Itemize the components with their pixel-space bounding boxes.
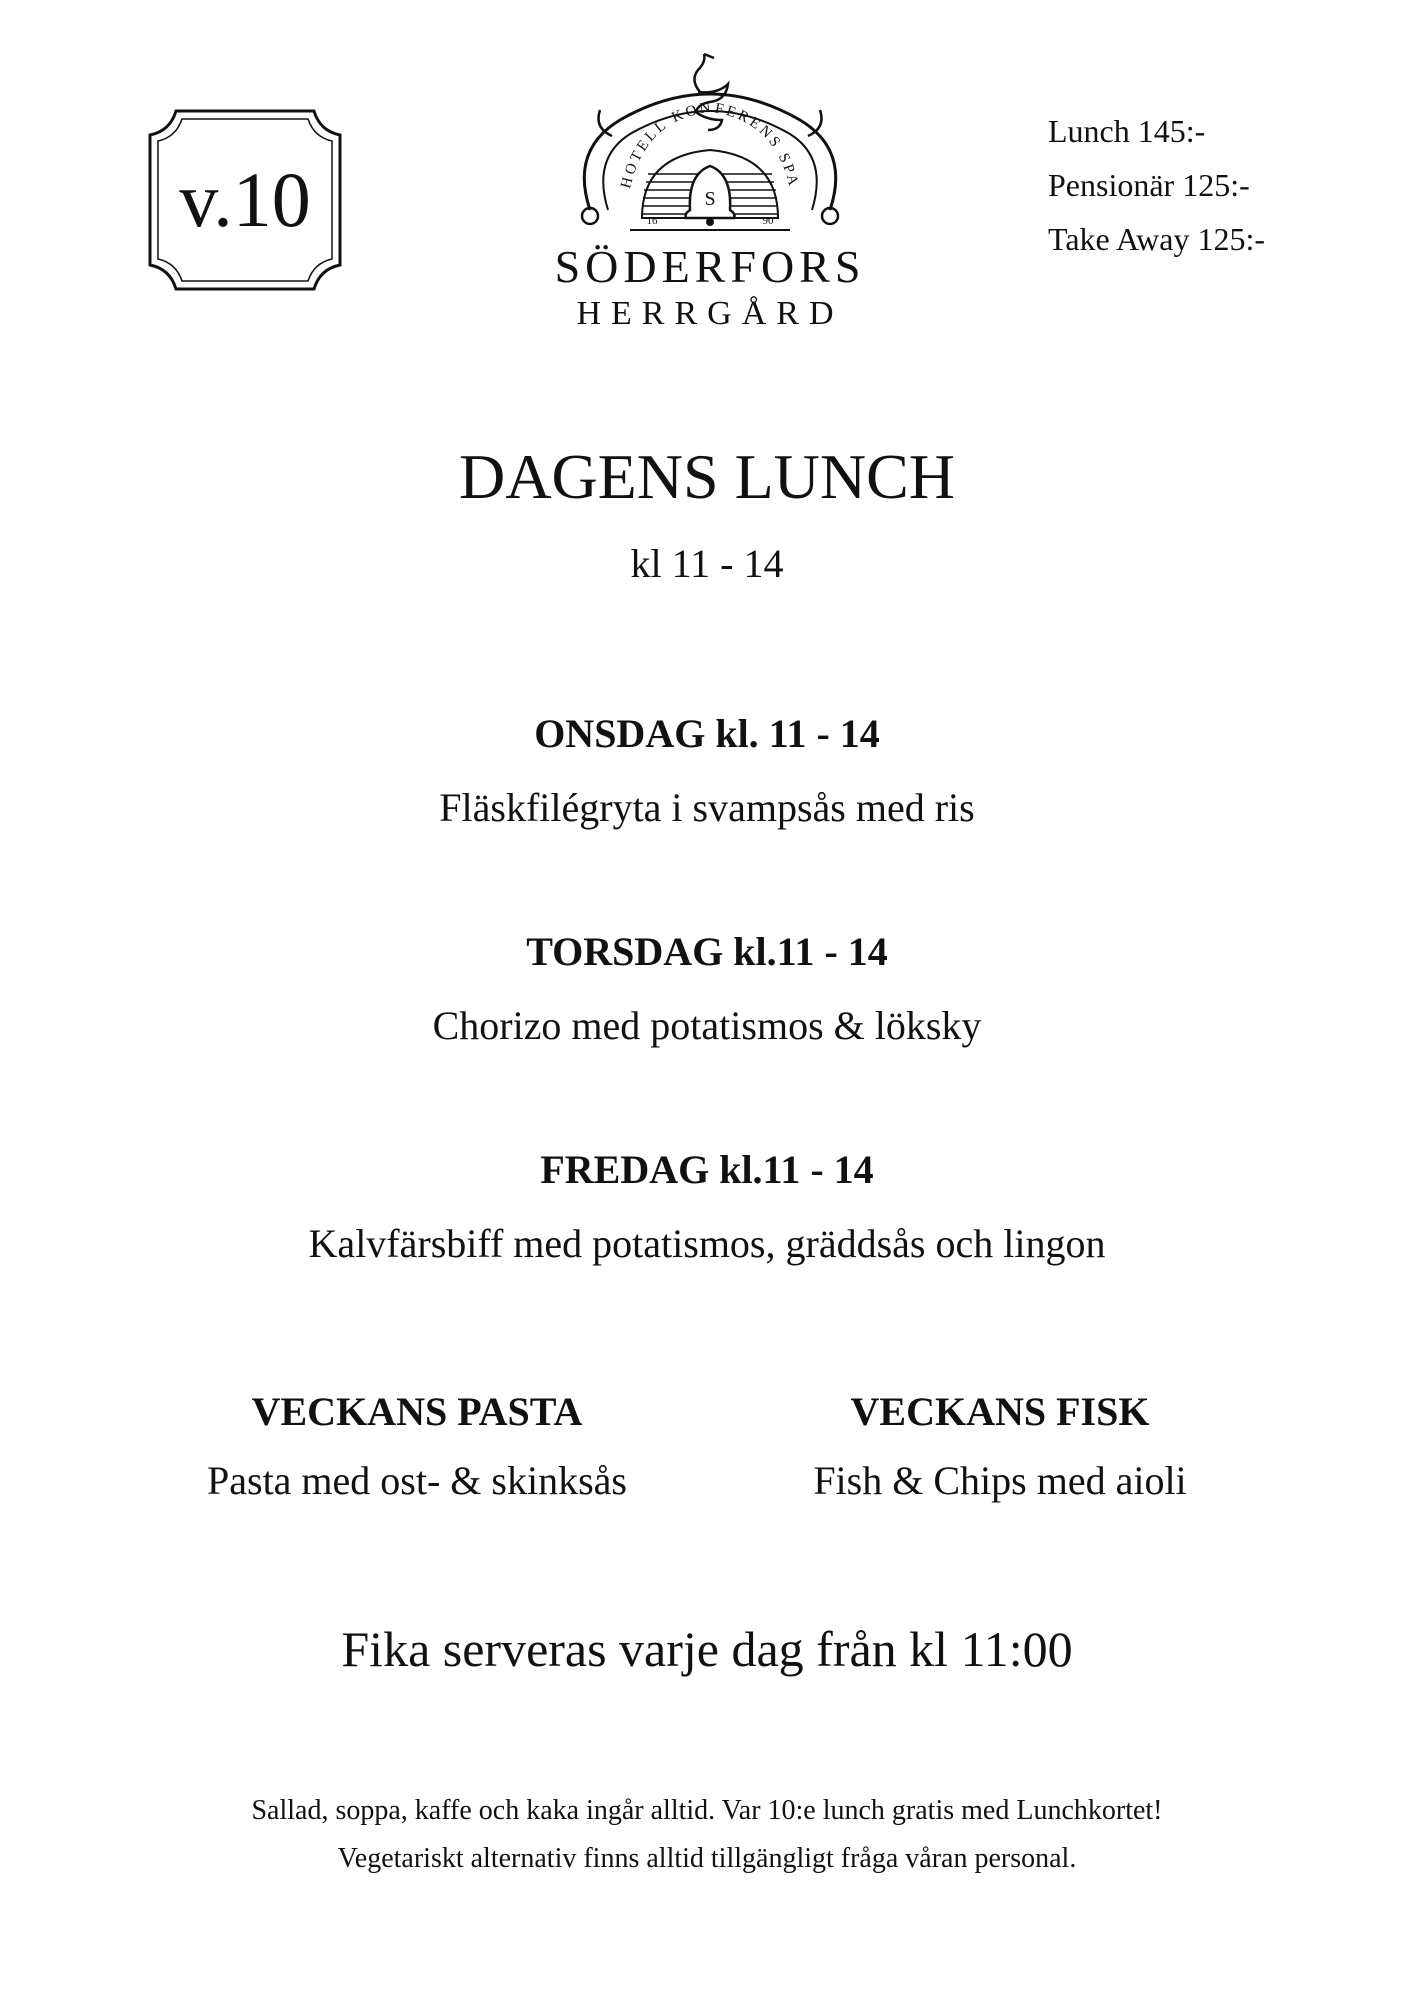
day-dish-fredag: Kalvfärsbiff med potatismos, gräddsås och lingon	[308, 1221, 1106, 1266]
logo-subname: HERRGÅRD	[576, 295, 844, 332]
week-number: v.10	[179, 156, 311, 243]
page-title: DAGENS LUNCH	[459, 441, 955, 512]
day-heading-torsdag: TORSDAG kl.11 - 14	[526, 929, 888, 974]
lunch-hours: kl 11 - 14	[630, 541, 784, 586]
hotel-logo	[530, 50, 890, 340]
price-pensioner: Pensionär 125:-	[1048, 167, 1250, 203]
weekly-pasta-heading: VECKANS PASTA	[251, 1389, 583, 1434]
weekly-fish-dish: Fish & Chips med aioli	[813, 1458, 1187, 1503]
bell-crest-icon	[530, 50, 890, 240]
day-dish-onsdag: Fläskfilégryta i svampsås med ris	[439, 785, 975, 830]
logo-name: SÖDERFORS	[554, 241, 866, 292]
day-heading-onsdag: ONSDAG kl. 11 - 14	[534, 711, 880, 756]
fika-notice: Fika serveras varje dag från kl 11:00	[341, 1621, 1073, 1677]
day-dish-torsdag: Chorizo med potatismos & löksky	[432, 1003, 982, 1048]
weekly-fish	[720, 1388, 1280, 1504]
logo-arc-text: HOTELL KONFERENS SPA	[618, 99, 802, 191]
price-lunch: Lunch 145:-	[1048, 113, 1206, 149]
logo-year-left: 16	[646, 215, 658, 227]
week-badge	[136, 105, 354, 295]
day-heading-fredag: FREDAG kl.11 - 14	[540, 1147, 874, 1192]
price-takeaway: Take Away 125:-	[1048, 221, 1265, 257]
bell-letter: S	[704, 188, 716, 210]
weekly-fish-heading: VECKANS FISK	[850, 1389, 1150, 1434]
footer-line-2: Vegetariskt alternativ finns alltid tillgängligt fråga våran personal.	[337, 1843, 1077, 1874]
footer-line-1: Sallad, soppa, kaffe och kaka ingår alltid. Var 10:e lunch gratis med Lunchkortet!	[251, 1795, 1163, 1826]
price-list	[1048, 104, 1388, 266]
weekly-pasta-dish: Pasta med ost- & skinksås	[207, 1458, 627, 1503]
weekly-pasta	[137, 1388, 697, 1504]
logo-year-right: 90	[762, 215, 774, 227]
